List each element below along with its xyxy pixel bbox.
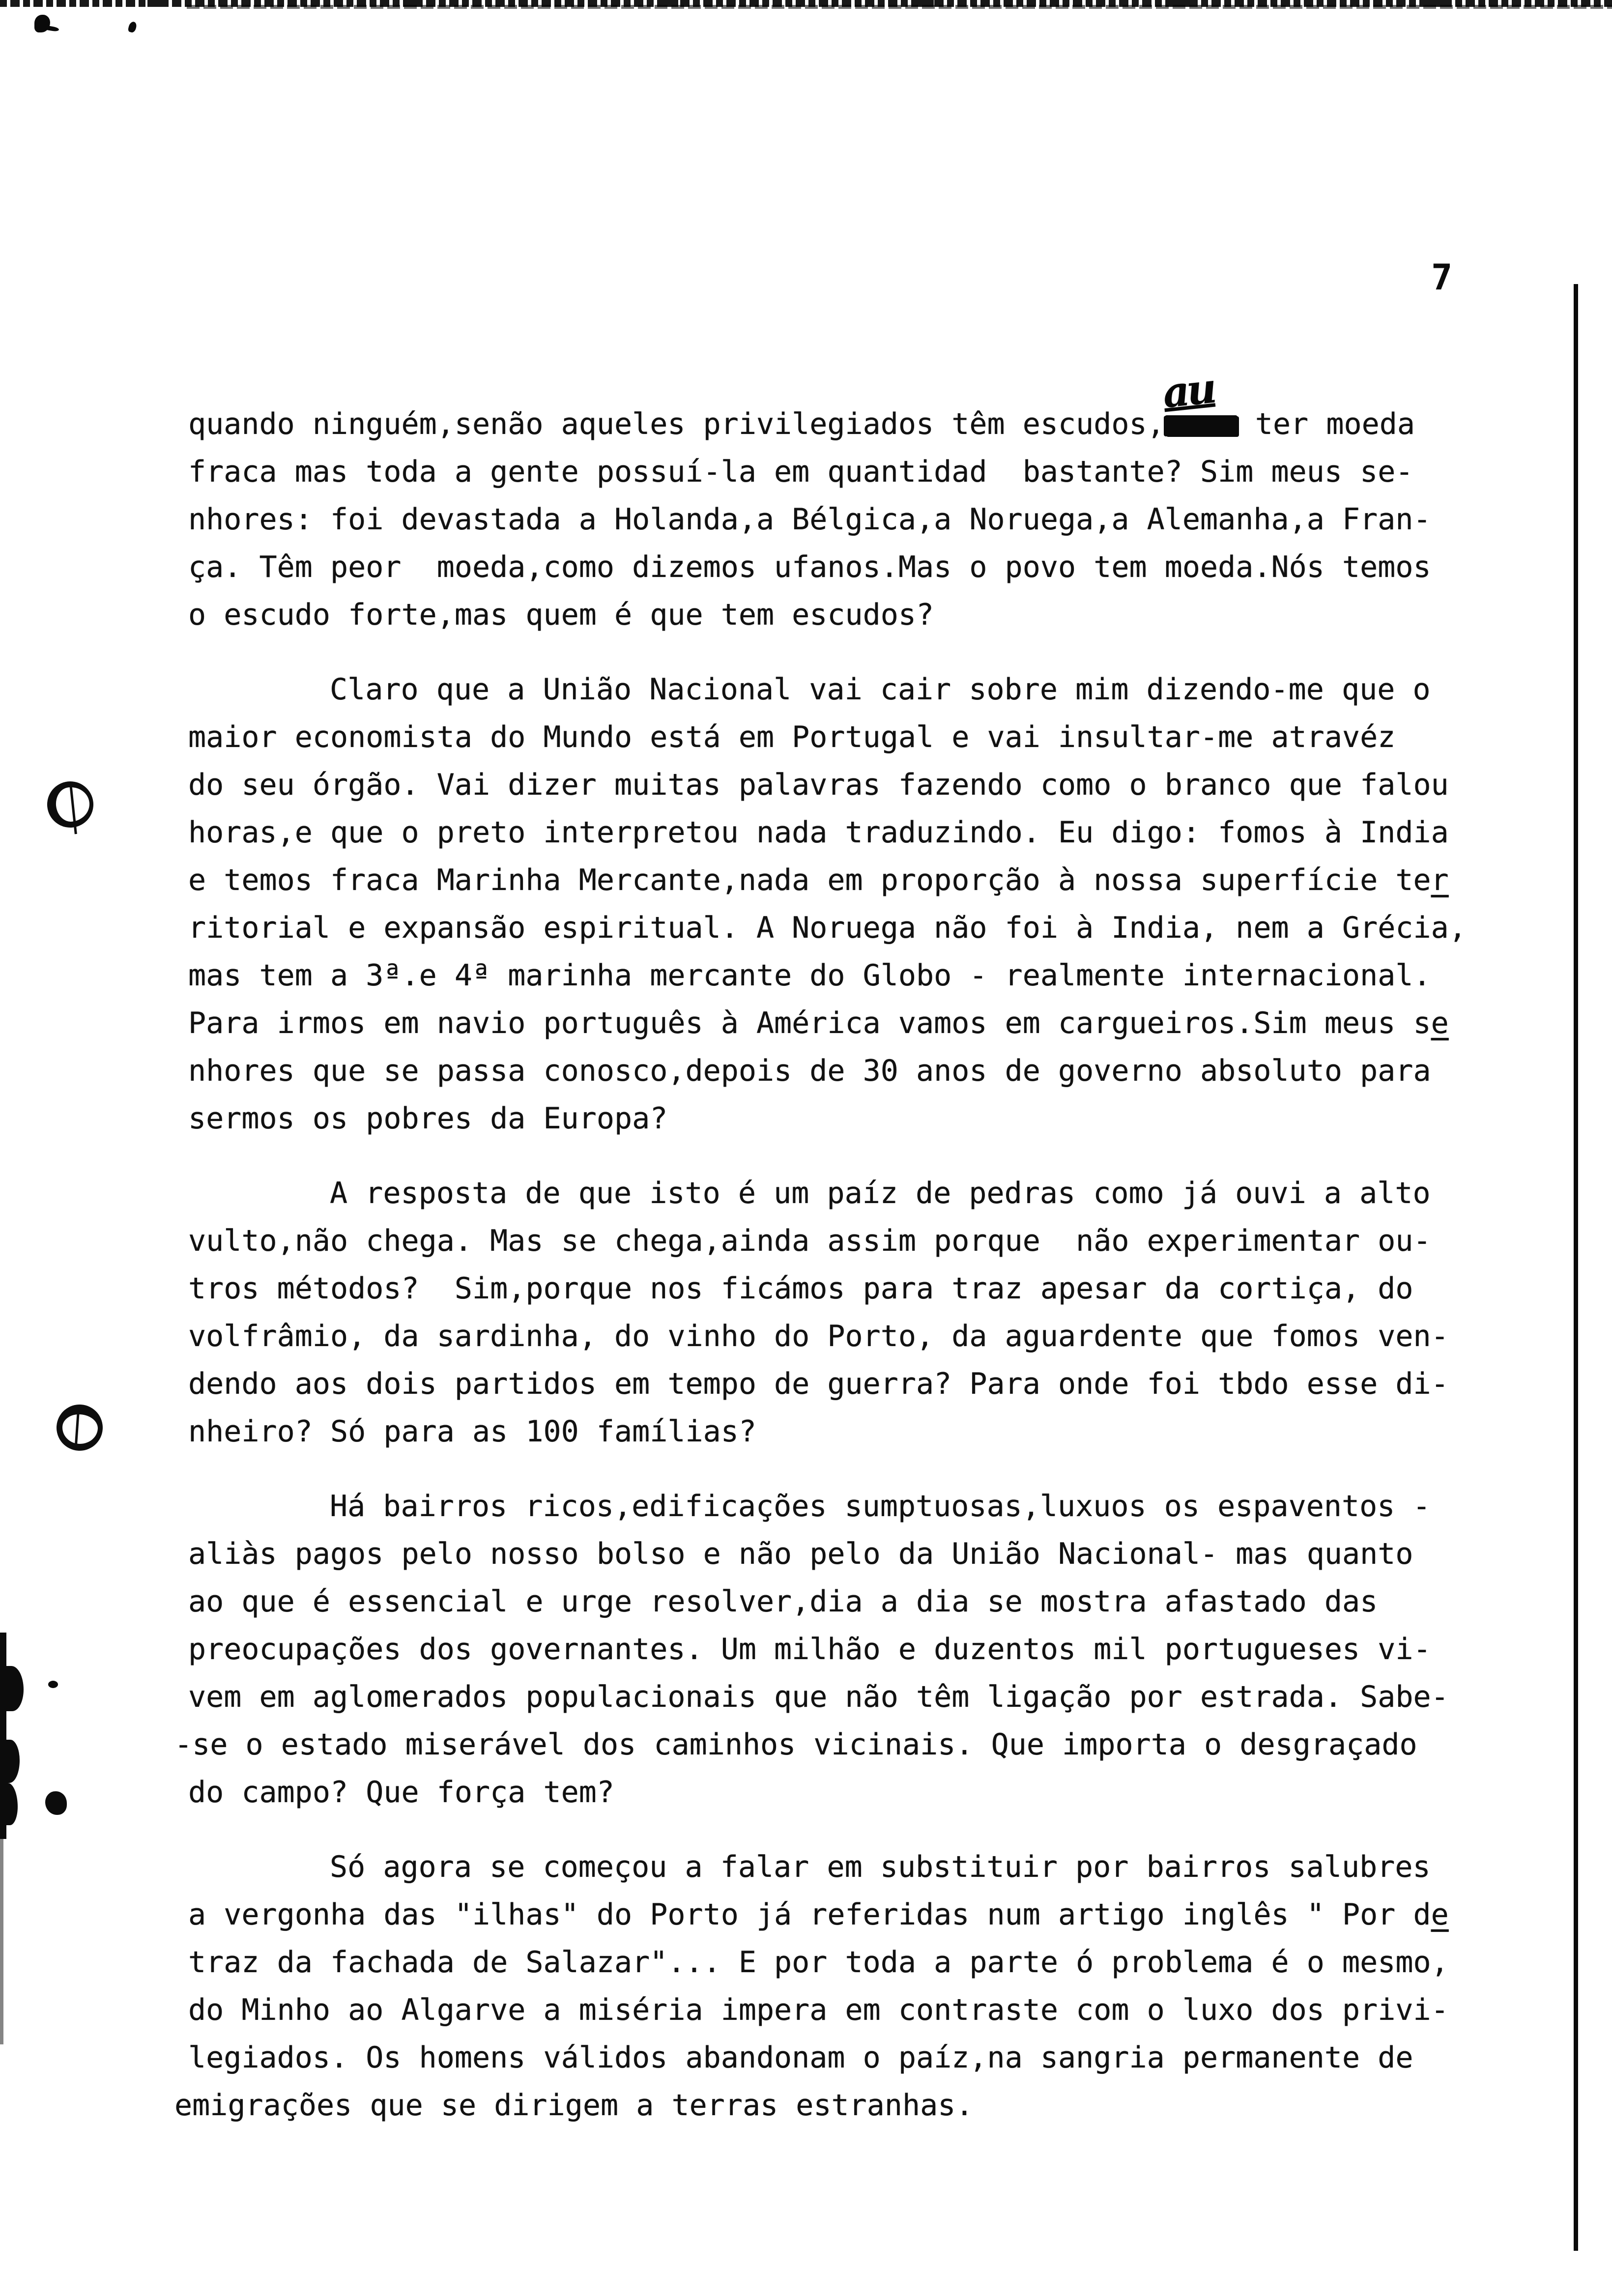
punch-hole-line [69, 783, 77, 834]
punch-hole [55, 1403, 104, 1452]
text-line: sermos os pobres da Europa? [188, 1101, 668, 1136]
text-line: maior economista do Mundo está em Portugal e vai insultar-me atravéz [188, 720, 1396, 754]
text-line [188, 1891, 1525, 1939]
scan-artifact-left-smudge [0, 1666, 24, 1711]
ink-blot [34, 15, 50, 32]
scan-artifact-right-line [1574, 284, 1578, 2251]
punch-hole-line [75, 1414, 80, 1449]
text-line: o escudo forte,mas quem é que tem escudos? [188, 598, 934, 632]
scan-artifact-top-edge-speckle [187, 5, 1612, 9]
text-line: ao que é essencial e urge resolver,dia a dia se mostra afastado das [188, 1584, 1378, 1619]
handwritten-correction: au [1160, 363, 1216, 418]
inked-out-word [1160, 363, 1238, 436]
text-line: do Minho ao Algarve a miséria impera em contraste com o luxo dos privi- [188, 1993, 1449, 2027]
paragraph-3 [188, 1170, 1525, 1456]
text-line: do campo? Que força tem? [188, 1775, 614, 1809]
text-segment: quando ninguém,senão aqueles privilegiados têm escudos, [188, 407, 1165, 441]
text-line: Claro que a União Nacional vai cair sobre mim dizendo-me que o [330, 672, 1431, 707]
text-line: nheiro? Só para as 100 famílias? [188, 1414, 756, 1449]
text-line: -se o estado miserável dos caminhos vicinais. Que importa o desgraçado [174, 1727, 1417, 1762]
ink-blot [128, 21, 138, 33]
scan-artifact-left-smudge [0, 1783, 18, 1825]
text-segment: Para irmos em navio português à América vamos em cargueiros.Sim meus s [188, 1006, 1431, 1040]
page-number: 7 [1431, 257, 1453, 298]
paragraph-5 [174, 1843, 1525, 2129]
text-line: emigrações que se dirigem a terras estranhas. [174, 2088, 974, 2123]
text-segment: e temos fraca Marinha Mercante,nada em proporção à nossa superfície te [188, 863, 1431, 897]
text-line: vem em aglomerados populacionais que não têm ligação por estrada. Sabe- [188, 1680, 1449, 1714]
paragraph-4 [174, 1483, 1525, 1816]
text-line: horas,e que o preto interpretou nada traduzindo. Eu digo: fomos à India [188, 815, 1449, 850]
text-line: dendo aos dois partidos em tempo de guerra? Para onde foi tbdo esse di- [188, 1367, 1449, 1401]
text-line: Só agora se começou a falar em substituir por bairros salubres [330, 1850, 1431, 1884]
text-line: ritorial e expansão espiritual. A Noruega não foi à India, nem a Grécia, [188, 911, 1467, 945]
underlined-char: e [1431, 1897, 1449, 1932]
typewritten-text [174, 363, 1525, 2156]
text-line: legiados. Os homens válidos abandonam o paíz,na sangria permanente de [188, 2040, 1413, 2075]
text-line: traz da fachada de Salazar"... E por toda a parte ó problema é o mesmo, [188, 1945, 1449, 1980]
text-segment: ter moeda [1237, 407, 1415, 441]
text-line: do seu órgão. Vai dizer muitas palavras fazendo como o branco que falou [188, 768, 1449, 802]
text-line: fraca mas toda a gente possuí-la em quantidad bastante? Sim meus se- [188, 455, 1413, 489]
text-line: tros métodos? Sim,porque nos ficámos para traz apesar da cortiça, do [188, 1271, 1413, 1306]
text-line: A resposta de que isto é um paíz de pedras como já ouvi a alto [330, 1176, 1431, 1210]
ink-blot [45, 1791, 67, 1815]
text-line: mas tem a 3ª.e 4ª marinha mercante do Globo - realmente internacional. [188, 958, 1431, 993]
text-line: nhores que se passa conosco,depois de 30 anos de governo absoluto para [188, 1054, 1431, 1088]
punch-hole [45, 779, 95, 830]
text-segment: a vergonha das "ilhas" do Porto já referidas num artigo inglês " Por d [188, 1897, 1431, 1932]
text-line [188, 857, 1525, 904]
text-line: aliàs pagos pelo nosso bolso e não pelo da União Nacional- mas quanto [188, 1537, 1413, 1571]
text-line: volfrâmio, da sardinha, do vinho do Porto, da aguardente que fomos ven- [188, 1319, 1449, 1353]
text-line: preocupações dos governantes. Um milhão e duzentos mil portugueses vi- [188, 1632, 1431, 1666]
paragraph-2 [188, 666, 1525, 1143]
underlined-char: e [1431, 1006, 1449, 1040]
text-line [188, 363, 1525, 448]
text-line: nhores: foi devastada a Holanda,a Bélgica,a Noruega,a Alemanha,a Fran- [188, 502, 1431, 537]
text-line: Há bairros ricos,edificações sumptuosas,luxuos os espaventos - [330, 1489, 1431, 1523]
scan-artifact-left-smudge [0, 1740, 20, 1783]
paragraph-1 [188, 363, 1525, 639]
text-line [188, 1000, 1525, 1047]
underlined-char: r [1431, 863, 1449, 897]
ink-blot [48, 1681, 58, 1688]
text-line: ça. Têm peor moeda,como dizemos ufanos.Mas o povo tem moeda.Nós temos [188, 550, 1431, 584]
scan-artifact-left-smudge [0, 1838, 3, 2044]
text-line: vulto,não chega. Mas se chega,ainda assim porque não experimentar ou- [188, 1224, 1431, 1258]
